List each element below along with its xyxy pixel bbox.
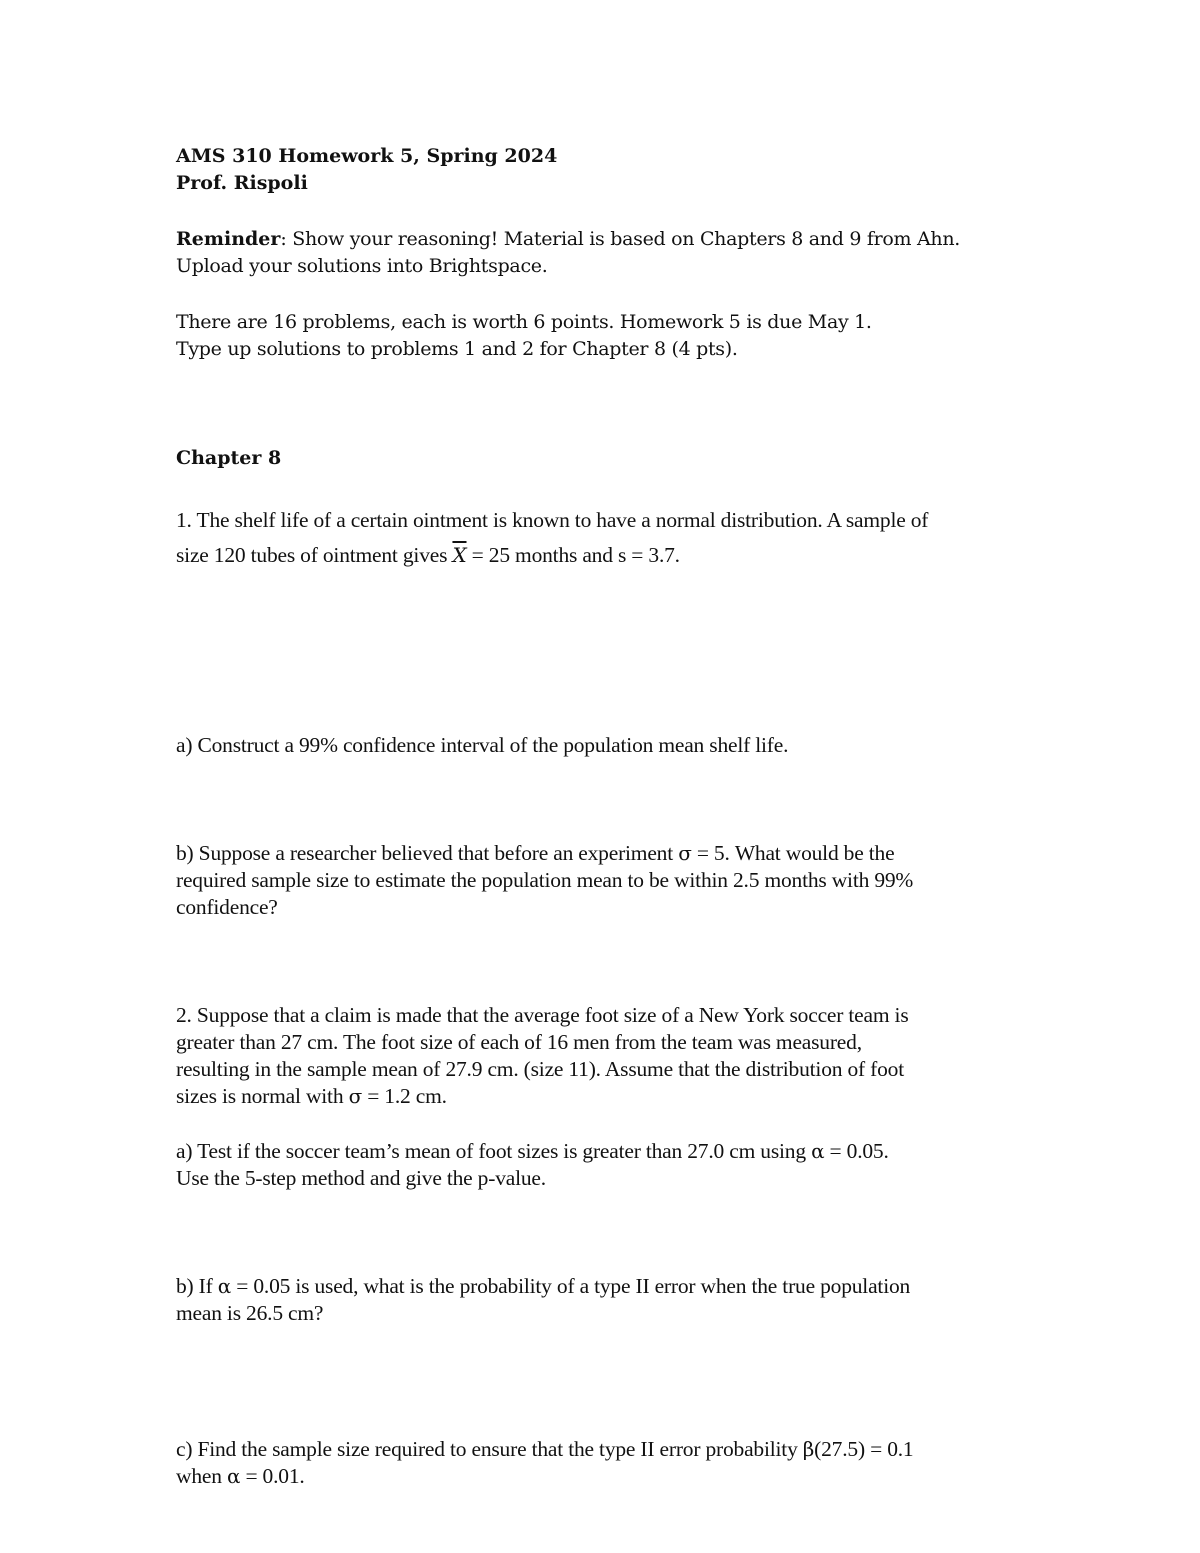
reminder-label: Reminder xyxy=(176,228,281,250)
problem-1-statement-line-1: 1. The shelf life of a certain ointment is known to have a normal distribution. A sample of xyxy=(176,508,929,532)
problem-1-part-a xyxy=(176,732,1056,759)
problem-count-and-due-date: There are 16 problems, each is worth 6 points. Homework 5 is due May 1. xyxy=(176,311,872,333)
problem-2a-line-1: a) Test if the soccer team’s mean of foot sizes is greater than 27.0 cm using α = 0.05. xyxy=(176,1139,889,1163)
alpha-symbol: α xyxy=(226,1464,241,1488)
problem-1b-line-1: b) Suppose a researcher believed that before an experiment σ = 5. What would be the xyxy=(176,841,895,865)
problem-2-part-b xyxy=(176,1273,1056,1327)
problem-1b-line-2: required sample size to estimate the population mean to be within 2.5 months with 99% xyxy=(176,868,914,892)
problem-1-part-b xyxy=(176,840,1056,921)
sample-mean-symbol: $\overline{X}$ xyxy=(452,543,467,567)
problem-1 xyxy=(176,507,1056,569)
upload-instructions: Upload your solutions into Brightspace. xyxy=(176,255,548,277)
beta-symbol: β xyxy=(802,1437,815,1461)
problem-2c-line-1: c) Find the sample size required to ensure that the type II error probability β(27.5) = 0.1 xyxy=(176,1437,914,1461)
professor-name: Prof. Rispoli xyxy=(176,172,308,194)
problem-2-line-2: greater than 27 cm. The foot size of each of 16 men from the team was measured, xyxy=(176,1030,862,1054)
alpha-symbol: α xyxy=(217,1274,232,1298)
sigma-symbol: σ xyxy=(678,841,692,865)
problem-2-line-3: resulting in the sample mean of 27.9 cm. (size 11). Assume that the distribution of foot xyxy=(176,1057,904,1081)
header xyxy=(176,143,1056,197)
chapter-heading-block xyxy=(176,445,1056,472)
problem-2b-line-1: b) If α = 0.05 is used, what is the probability of a type II error when the true population xyxy=(176,1274,911,1298)
problem-1-statement-line-2: size 120 tubes of ointment gives $\overline{X} = 25$ months and s = 3.7. xyxy=(176,543,680,567)
problem-2b-line-2: mean is 26.5 cm? xyxy=(176,1301,324,1325)
problem-1a-text: a) Construct a 99% confidence interval of the population mean shelf life. xyxy=(176,733,789,757)
problem-1b-line-3: confidence? xyxy=(176,895,278,919)
sigma-symbol: σ xyxy=(348,1084,363,1108)
problem-2-part-a xyxy=(176,1138,1056,1192)
chapter-heading: Chapter 8 xyxy=(176,447,282,469)
document-title: AMS 310 Homework 5, Spring 2024 xyxy=(176,145,558,167)
problem-2a-line-2: Use the 5-step method and give the p-value. xyxy=(176,1166,546,1190)
problem-2 xyxy=(176,1002,1056,1110)
typeup-instructions: Type up solutions to problems 1 and 2 for Chapter 8 (4 pts). xyxy=(176,338,738,360)
problem-2-part-c xyxy=(176,1436,1056,1490)
problem-2-line-4: sizes is normal with σ = 1.2 cm. xyxy=(176,1084,447,1108)
problem-2-line-1: 2. Suppose that a claim is made that the average foot size of a New York soccer team is xyxy=(176,1003,909,1027)
assignment-info xyxy=(176,309,1056,363)
alpha-symbol: α xyxy=(811,1139,825,1163)
reminder-text: : Show your reasoning! Material is based on Chapters 8 and 9 from Ahn. xyxy=(280,228,961,250)
problem-2c-line-2: when α = 0.01. xyxy=(176,1464,305,1488)
reminder xyxy=(176,226,1056,280)
